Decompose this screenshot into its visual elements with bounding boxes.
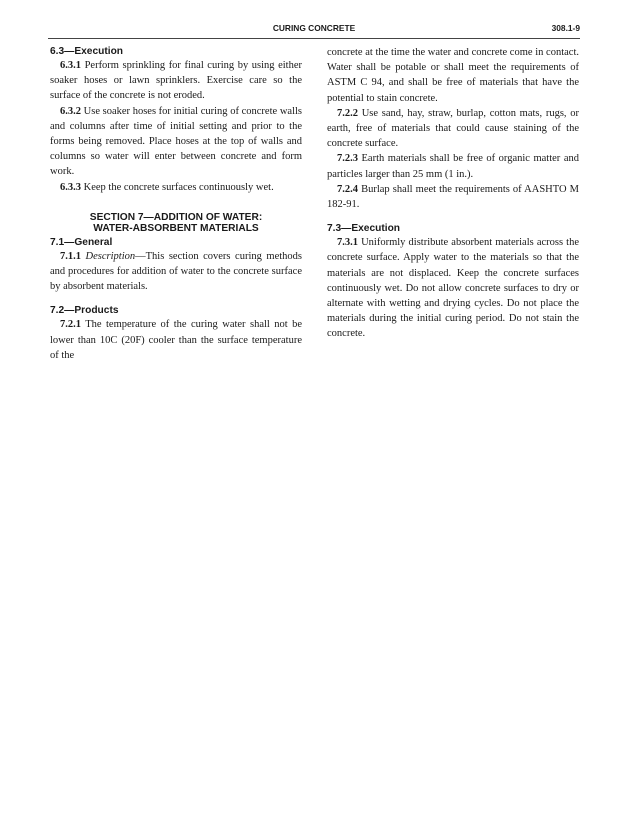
paragraph-number: 6.3.3 — [60, 181, 81, 193]
paragraph-7-1-1 — [50, 249, 302, 295]
section-7-2-heading: 7.2—Products — [50, 305, 119, 317]
paragraph-7-3-1 — [327, 235, 579, 341]
section-6-3-heading: 6.3—Execution — [50, 46, 124, 57]
paragraph-text: Uniformly distribute absorbent materials across the concrete surface. Apply water to the materials so that the materials are not displaced. Keep the concrete surfaces continuously wet. Do not allow concrete surfaces to dry or alternate with wetting and drying cycles. Do not place the materials during the initial curing period. Do not stain the concrete. — [327, 237, 579, 340]
paragraph-number: 7.2.2 — [337, 107, 358, 119]
paragraph-7-2-4 — [327, 182, 579, 212]
paragraph-7-2-2 — [327, 106, 579, 152]
paragraph-number: 7.2.4 — [337, 183, 358, 195]
section-7-title-line-2: WATER-ABSORBENT MATERIALS — [93, 222, 259, 234]
paragraph-number: 7.3.1 — [337, 237, 358, 249]
paragraph-number: 7.1.1 — [60, 250, 81, 262]
paragraph-number: 7.2.3 — [337, 153, 358, 165]
paragraph-6-3-1 — [50, 58, 302, 104]
paragraph-number: 6.3.2 — [60, 105, 81, 117]
section-7-1-heading: 7.1—General — [50, 236, 113, 248]
paragraph-text: The temperature of the curing water shall not be lower than 10C (20F) cooler than the surface temperature of the — [50, 319, 302, 361]
section-7-title-line-1: SECTION 7—ADDITION OF WATER: — [89, 211, 263, 223]
paragraph-text: Burlap shall meet the requirements of AASHTO M 182-91. — [327, 183, 579, 211]
paragraph-text: Keep the concrete surfaces continuously wet. — [81, 181, 274, 193]
paragraph-text: Use sand, hay, straw, burlap, cotton mats, rugs, or earth, free of materials that could cause staining of the concrete surface. — [327, 107, 579, 150]
running-header-title: CURING CONCRETE — [272, 23, 356, 33]
page-number: 308.1-9 — [551, 23, 580, 33]
left-column — [50, 45, 302, 363]
paragraph-7-2-1-continued: concrete at the time the water and concrete come in contact. Water shall be potable or shall meet the requirements of ASTM C 94, and shall be free of materials that have the potential to stain concrete. — [327, 47, 579, 104]
right-column — [327, 45, 579, 342]
paragraph-7-2-3 — [327, 151, 579, 181]
header-rule — [48, 38, 580, 39]
paragraph-text: Earth materials shall be free of organic matter and particles larger than 25 mm (1 in.). — [327, 153, 579, 180]
paragraph-text: —This section covers curing methods and procedures for addition of water to the concrete surface by absorbent materials. — [50, 250, 303, 293]
description-label: Description — [81, 250, 136, 262]
paragraph-6-3-2 — [50, 104, 302, 180]
paragraph-text: Perform sprinkling for final curing by using either soaker hoses or lawn sprinklers. Exercise care so the surface of the concrete is not eroded. — [50, 60, 302, 102]
section-7-3-heading: 7.3—Execution — [327, 223, 401, 235]
running-header — [48, 23, 580, 37]
paragraph-6-3-3 — [50, 180, 302, 195]
paragraph-text: Use soaker hoses for initial curing of concrete walls and columns after time of initial setting and prior to the forms being removed. Place hoses at the top of walls and columns so water will enter between concrete and form work. — [50, 105, 302, 178]
paragraph-7-2-1 — [50, 317, 302, 363]
paragraph-number: 6.3.1 — [60, 60, 81, 71]
paragraph-number: 7.2.1 — [60, 319, 81, 331]
